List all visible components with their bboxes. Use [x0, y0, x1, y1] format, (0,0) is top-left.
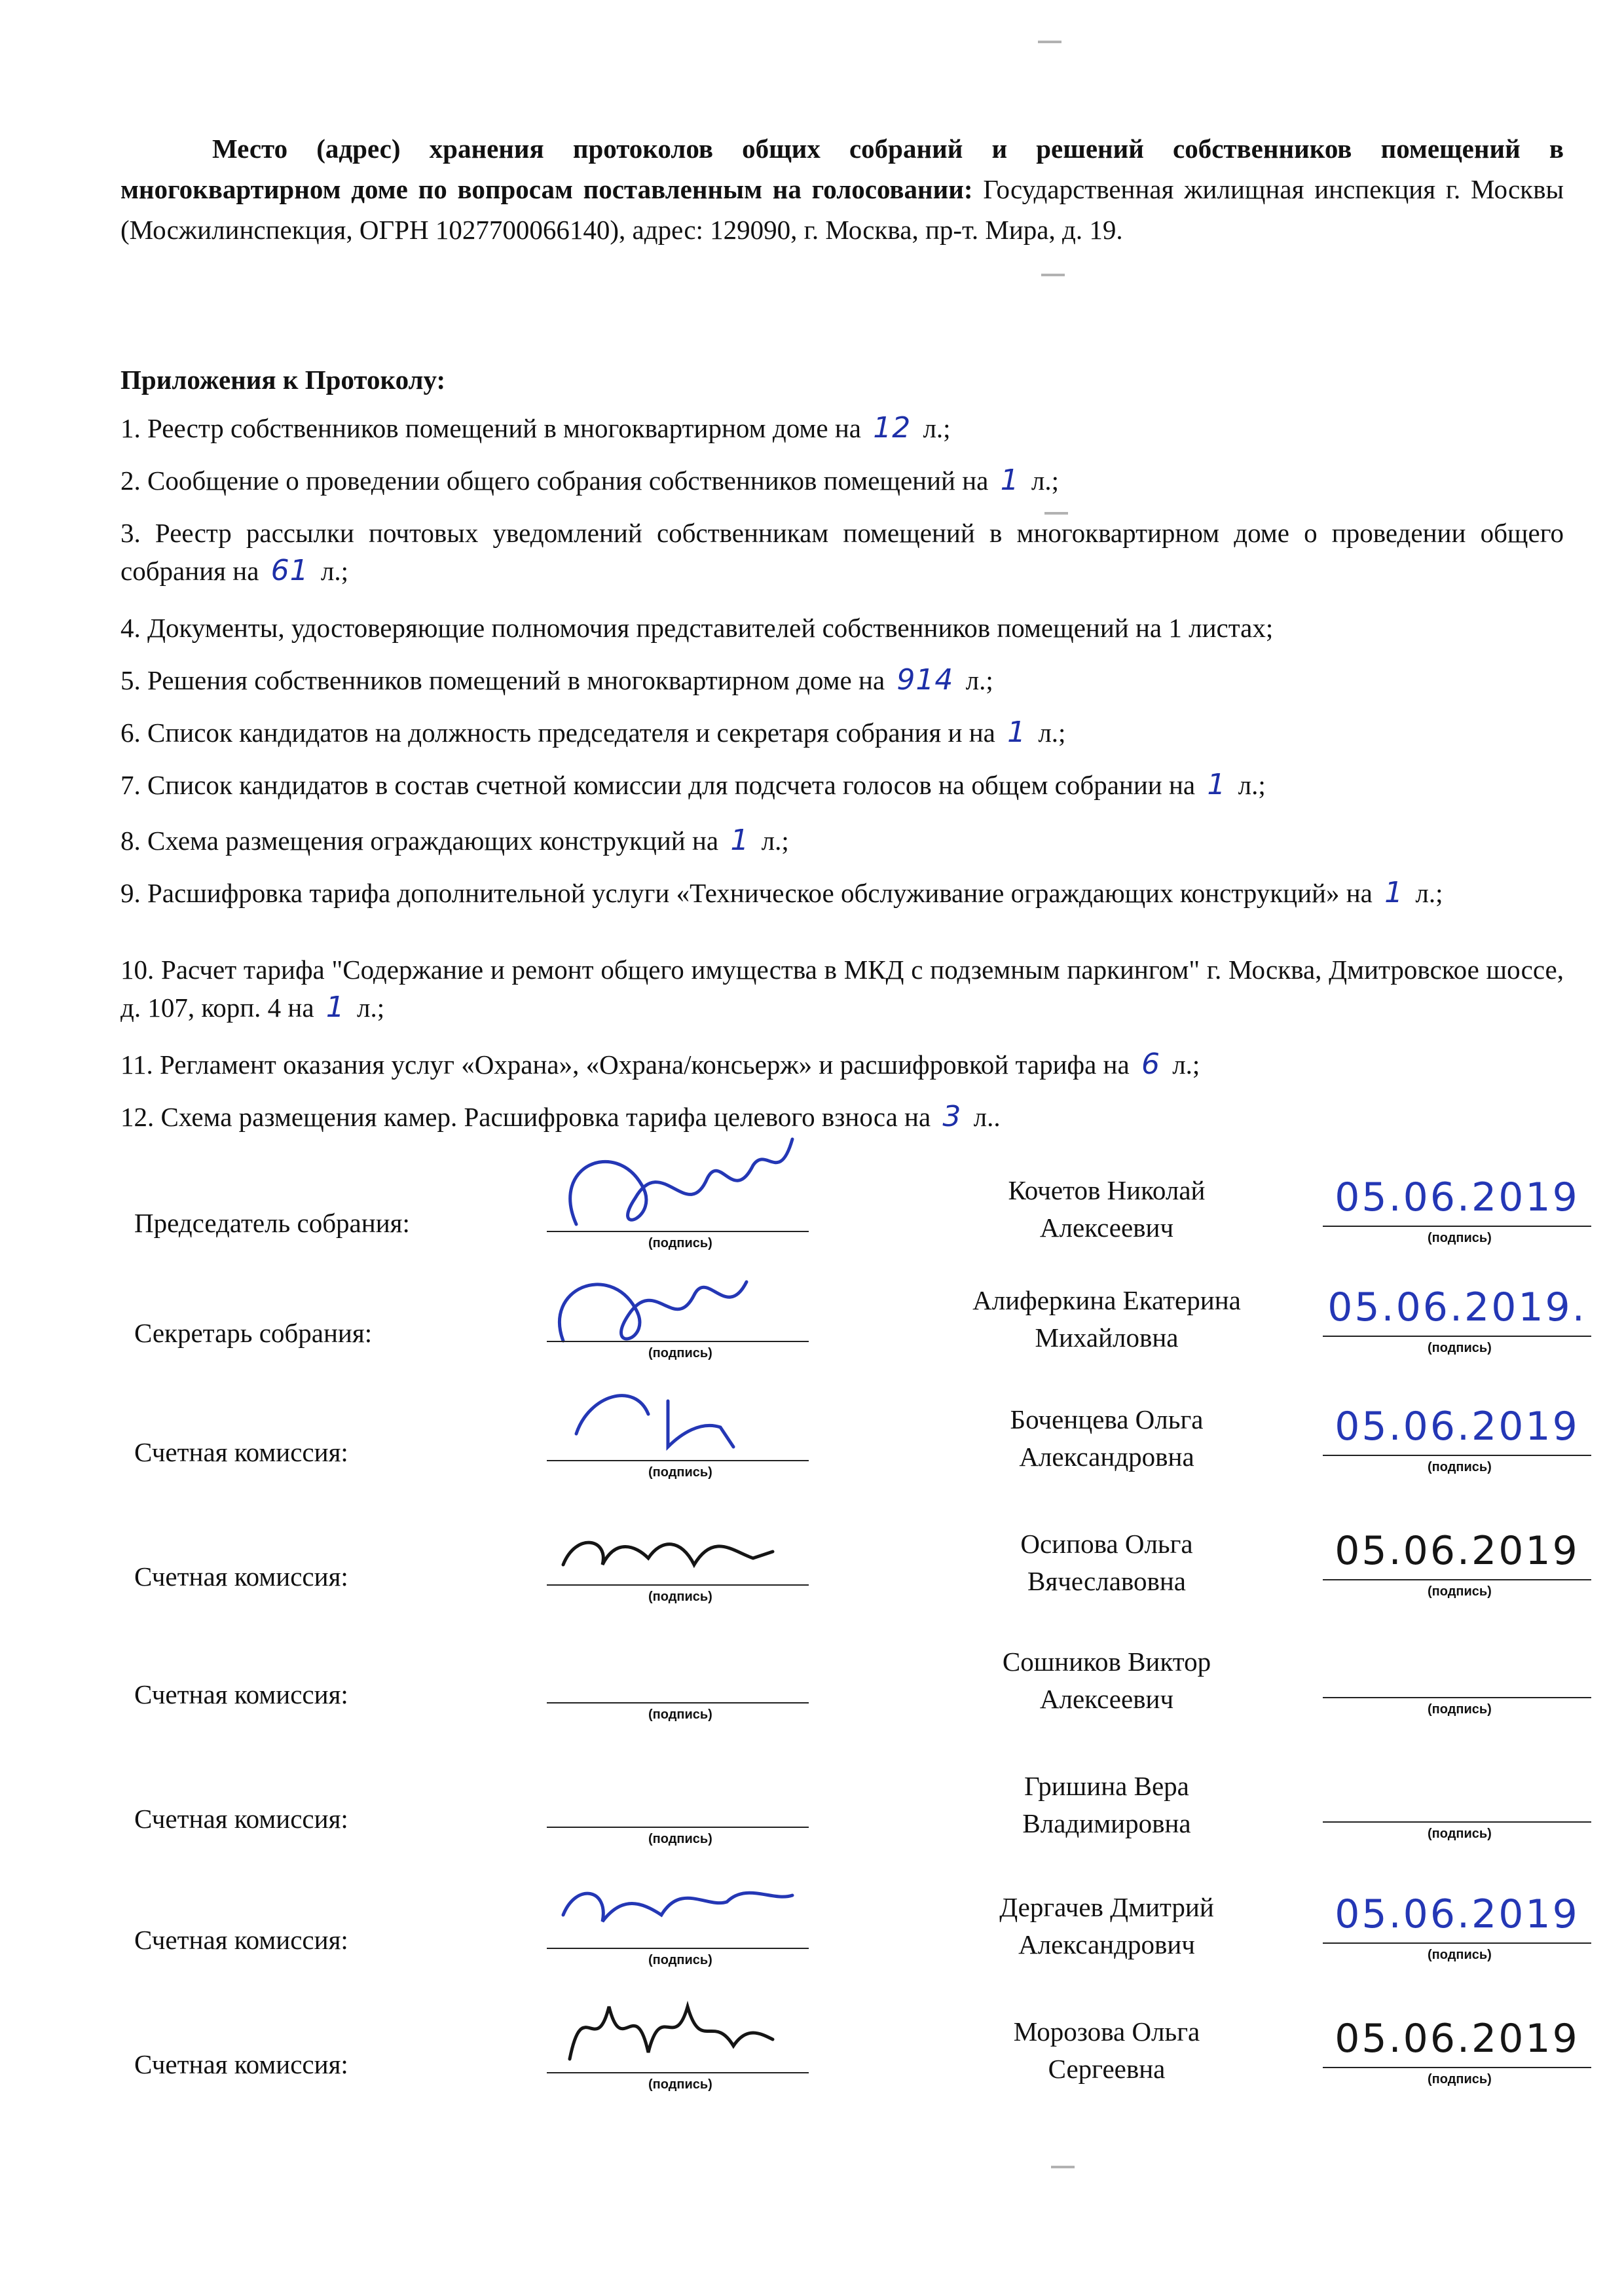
signatory-role: Счетная комиссия: [134, 1679, 348, 1709]
signatory-name-line2: Вячеславовна [1027, 1566, 1186, 1596]
date-signature-caption: (подпись) [1428, 1231, 1492, 1245]
signature-row [0, 1528, 1624, 1650]
signature-row [0, 2016, 1624, 2138]
appendix-item-unit: л.; [1024, 465, 1059, 496]
appendix-item [120, 609, 1564, 647]
signature-caption: (подпись) [648, 1346, 712, 1360]
handwritten-sheet-count: 3 [942, 1100, 962, 1133]
appendix-item-unit: л.; [754, 826, 789, 856]
handwritten-date: 05.06.2019 [1335, 1175, 1579, 1220]
appendix-item [120, 514, 1564, 590]
signature-line [547, 1584, 809, 1586]
signature-stroke [563, 1542, 773, 1565]
appendix-item-unit: л.; [350, 993, 385, 1023]
date-signature-line [1323, 1226, 1591, 1227]
signatory-role: Председатель собрания: [134, 1208, 410, 1238]
appendix-item-text: 6. Список кандидатов на должность председателя и секретаря собрания и на [120, 718, 995, 748]
appendix-item-unit: л.; [314, 556, 348, 586]
appendix-item-text: 1. Реестр собственников помещений в многоквартирном доме на [120, 413, 861, 443]
appendix-item [120, 714, 1564, 752]
appendix-item [120, 1098, 1564, 1136]
handwritten-sheet-count: 1 [1207, 768, 1227, 801]
storage-location-text: Государственная жилищная инспекция г. Москвы (Мосжилинспекция, ОГРН 1027700066140), адрес: 129090, г. Москва, пр-т. Мира, д. 19. [120, 174, 1564, 245]
appendix-item [120, 874, 1564, 912]
handwritten-sheet-count: 12 [873, 411, 912, 445]
date-signature-line [1323, 1697, 1591, 1698]
signature-line [547, 1827, 809, 1828]
signatory-name-line2: Михайловна [1035, 1322, 1179, 1353]
signatory-name [917, 1643, 1297, 1718]
signatory-name-line1: Гришина Вера [1024, 1771, 1189, 1801]
handwritten-date: 05.06.2019 [1335, 1891, 1579, 1937]
appendix-item-text: 2. Сообщение о проведении общего собрания собственников помещений на [120, 465, 989, 496]
appendix-item-unit: л.. [967, 1102, 1001, 1132]
appendix-item-text: 12. Схема размещения камер. Расшифровка тарифа целевого взноса на [120, 1102, 931, 1132]
handwritten-sheet-count: 61 [270, 554, 309, 587]
signatory-name-line1: Алиферкина Екатерина [972, 1285, 1241, 1315]
storage-location-heading: Место (адрес) хранения протоколов общих собраний и решений собственников помещений в многоквартирном доме по вопросам поставленным на голосовании: [120, 134, 1564, 204]
signature-line [547, 1948, 809, 1949]
date-signature-caption: (подпись) [1428, 1827, 1492, 1841]
signatory-role: Счетная комиссия: [134, 1561, 348, 1592]
appendix-item-text: 3. Реестр рассылки почтовых уведомлений собственникам помещений в многоквартирном доме о проведении общего собрания на [120, 518, 1564, 586]
appendix-item [120, 951, 1564, 1027]
date-signature-caption: (подпись) [1428, 1460, 1492, 1474]
signatory-name-line2: Алексеевич [1039, 1684, 1174, 1714]
appendix-item-text: 4. Документы, удостоверяющие полномочия представителей собственников помещений на 1 листах; [120, 613, 1274, 643]
scan-speck [1041, 274, 1065, 276]
date-signature-line [1323, 1942, 1591, 1944]
appendix-item [120, 409, 1564, 447]
appendix-item-text: 5. Решения собственников помещений в многоквартирном доме на [120, 665, 885, 695]
signatory-role: Счетная комиссия: [134, 1804, 348, 1834]
appendix-item [120, 766, 1564, 804]
signature-stroke [563, 1893, 792, 1922]
handwritten-sheet-count: 1 [1007, 716, 1027, 749]
signatory-name-line1: Осипова Ольга [1020, 1529, 1193, 1559]
signature-stroke [570, 1139, 792, 1224]
signature-row [0, 1647, 1624, 1768]
handwritten-date: 05.06.2019 [1335, 2016, 1579, 2062]
signatory-name [917, 2013, 1297, 2088]
date-signature-caption: (подпись) [1428, 1948, 1492, 1962]
handwritten-sheet-count: 914 [896, 663, 954, 697]
appendix-item-unit: л.; [959, 665, 993, 695]
signature-line [547, 1460, 809, 1461]
signatory-name-line2: Александрович [1018, 1929, 1195, 1959]
handwritten-sheet-count: 1 [730, 824, 750, 857]
appendix-item-unit: л.; [1165, 1049, 1200, 1080]
scan-speck [1038, 41, 1061, 43]
signature-caption: (подпись) [648, 2077, 712, 2092]
handwritten-date: 05.06.2019. [1327, 1285, 1587, 1330]
handwritten-sheet-count: 1 [325, 991, 345, 1024]
appendix-item [120, 462, 1564, 500]
signature-line [547, 1702, 809, 1704]
appendix-item-unit: л.; [916, 413, 951, 443]
signatory-role: Счетная комиссия: [134, 2049, 348, 2079]
signature-stroke [576, 1396, 733, 1447]
signatory-name [917, 1768, 1297, 1842]
signature-stroke [559, 1282, 747, 1341]
appendix-item-text: 9. Расшифровка тарифа дополнительной услуги «Техническое обслуживание ограждающих конструкций» на [120, 878, 1373, 908]
date-signature-caption: (подпись) [1428, 2072, 1492, 2086]
date-signature-caption: (подпись) [1428, 1702, 1492, 1717]
signatory-name-line2: Алексеевич [1039, 1212, 1174, 1243]
scan-speck [1051, 2166, 1075, 2168]
signature-caption: (подпись) [648, 1236, 712, 1250]
signatory-name-line1: Кочетов Николай [1008, 1175, 1206, 1205]
appendix-title: Приложения к Протоколу: [120, 365, 446, 395]
signatory-role: Секретарь собрания: [134, 1318, 373, 1348]
signatory-name-line2: Александровна [1019, 1442, 1194, 1472]
appendix-item [120, 822, 1564, 860]
signatory-name [917, 1401, 1297, 1476]
appendix-item-text: 11. Регламент оказания услуг «Охрана», «Охрана/консьерж» и расшифровкой тарифа на [120, 1049, 1130, 1080]
date-signature-caption: (подпись) [1428, 1584, 1492, 1599]
signatory-name [917, 1172, 1297, 1247]
date-signature-line [1323, 1821, 1591, 1823]
date-signature-caption: (подпись) [1428, 1341, 1492, 1355]
handwritten-date: 05.06.2019 [1335, 1404, 1579, 1449]
signatory-name-line1: Морозова Ольга [1013, 2016, 1200, 2047]
appendix-item-unit: л.; [1409, 878, 1443, 908]
date-signature-line [1323, 1579, 1591, 1580]
handwritten-sheet-count: 1 [1384, 876, 1404, 909]
handwritten-date: 05.06.2019 [1335, 1528, 1579, 1574]
handwritten-sheet-count: 1 [1000, 464, 1020, 497]
signatory-name-line2: Владимировна [1022, 1808, 1191, 1838]
appendix-item [120, 661, 1564, 699]
signature-caption: (подпись) [648, 1590, 712, 1604]
signature-caption: (подпись) [648, 1707, 712, 1722]
signatory-role: Счетная комиссия: [134, 1437, 348, 1467]
signatory-name-line1: Сошников Виктор [1002, 1647, 1211, 1677]
signatory-name-line2: Сергеевна [1048, 2054, 1166, 2084]
signature-stroke [570, 2007, 773, 2059]
appendix-item-text: 8. Схема размещения ограждающих конструкций на [120, 826, 719, 856]
handwritten-sheet-count: 6 [1141, 1048, 1160, 1081]
signature-line [547, 1231, 809, 1232]
signatory-name-line1: Боченцева Ольга [1010, 1404, 1204, 1434]
signatory-name [917, 1282, 1297, 1357]
signatory-name-line1: Дергачев Дмитрий [999, 1892, 1214, 1922]
signatory-name [917, 1889, 1297, 1963]
signatory-name [917, 1525, 1297, 1600]
appendix-item-unit: л.; [1031, 718, 1066, 748]
storage-location-paragraph [120, 128, 1564, 250]
signature-caption: (подпись) [648, 1953, 712, 1967]
appendix-item-text: 10. Расчет тарифа "Содержание и ремонт общего имущества в МКД с подземным паркингом" г. Москва, Дмитровское шоссе, д. 107, корп. 4 на [120, 955, 1564, 1023]
appendix-item [120, 1046, 1564, 1084]
signature-caption: (подпись) [648, 1465, 712, 1480]
signature-caption: (подпись) [648, 1832, 712, 1846]
signatory-role: Счетная комиссия: [134, 1925, 348, 1955]
date-signature-line [1323, 1455, 1591, 1456]
signature-line [547, 2072, 809, 2073]
signature-line [547, 1341, 809, 1342]
date-signature-line [1323, 2067, 1591, 2068]
appendix-item-text: 7. Список кандидатов в состав счетной комиссии для подсчета голосов на общем собрании на [120, 770, 1196, 800]
appendix-item-unit: л.; [1231, 770, 1266, 800]
date-signature-line [1323, 1336, 1591, 1337]
